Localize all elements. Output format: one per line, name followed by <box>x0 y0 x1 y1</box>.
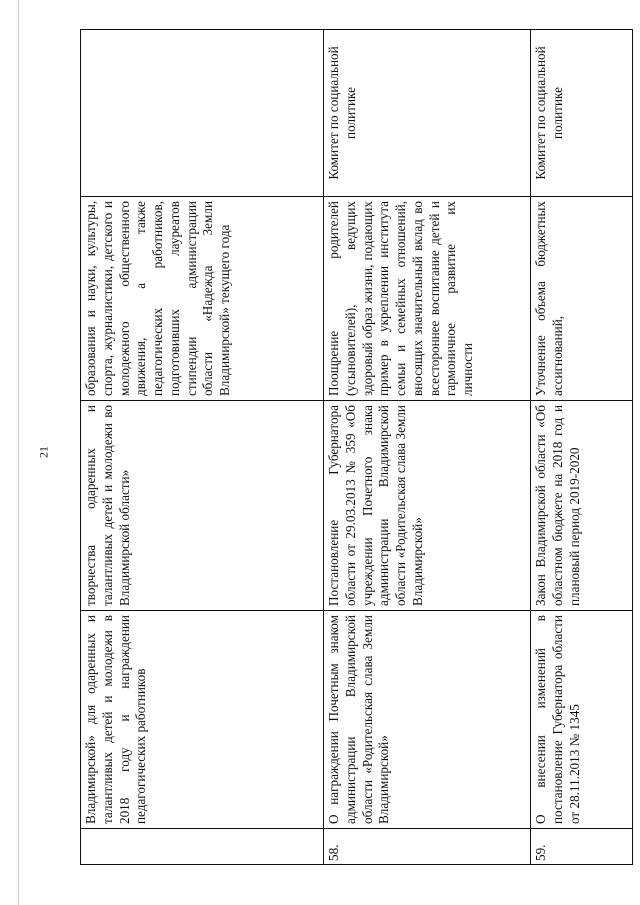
table-row <box>81 30 324 865</box>
title-cell: Владимирской» для одаренных и талантливых детей и молодежи в 2018 году и награждении педагогических работников <box>81 611 324 829</box>
scan-edge-line <box>18 0 19 905</box>
title-cell: О награждении Почетным знаком администрации Владимирской области «Родительская слава Земли Владимирской» <box>324 611 531 829</box>
title-cell: О внесении изменений в постановление Губернатора области от 28.11.2013 № 1345 <box>531 611 633 829</box>
basis-cell: Постановление Губернатора области от 29.03.2013 № 359 «Об учреждении Почетного знака администрации Владимирской области «Родительская слава Земли Владимирской» <box>324 401 531 611</box>
responsible-cell <box>81 30 324 197</box>
rotated-table-wrapper <box>80 30 632 865</box>
responsible-cell: Комитет по социальной политике <box>531 30 633 197</box>
basis-cell: творчества одаренных и талантливых детей и молодежи во Владимирской области» <box>81 401 324 611</box>
table-row <box>324 30 531 865</box>
purpose-cell: образования и науки, культуры, спорта, журналистики, детского и молодежного общественного движения, а также педагогических работников, подготовивших лауреатов стипендии администрации области «Надежда Земли Владимирской» текущего года <box>81 197 324 401</box>
basis-cell: Закон Владимирской области «Об областном бюджете на 2018 год и плановый период 2019-2020 <box>531 401 633 611</box>
purpose-cell: Поощрение родителей (усыновителей), ведущих здоровый образ жизни, подающих пример в укреплении института семьи и семейных отношений, вносящих значительный вклад во всестороннее воспитание детей и гармоничное развитие их личности <box>324 197 531 401</box>
responsible-cell: Комитет по социальной политике <box>324 30 531 197</box>
page-number: 21 <box>36 446 51 458</box>
row-number-cell: 58. <box>324 829 531 865</box>
document-table <box>80 29 633 865</box>
purpose-cell: Уточнение объема бюджетных ассигнований, <box>531 197 633 401</box>
table-row <box>531 30 633 865</box>
row-number-cell: 59. <box>531 829 633 865</box>
row-number-cell <box>81 829 324 865</box>
